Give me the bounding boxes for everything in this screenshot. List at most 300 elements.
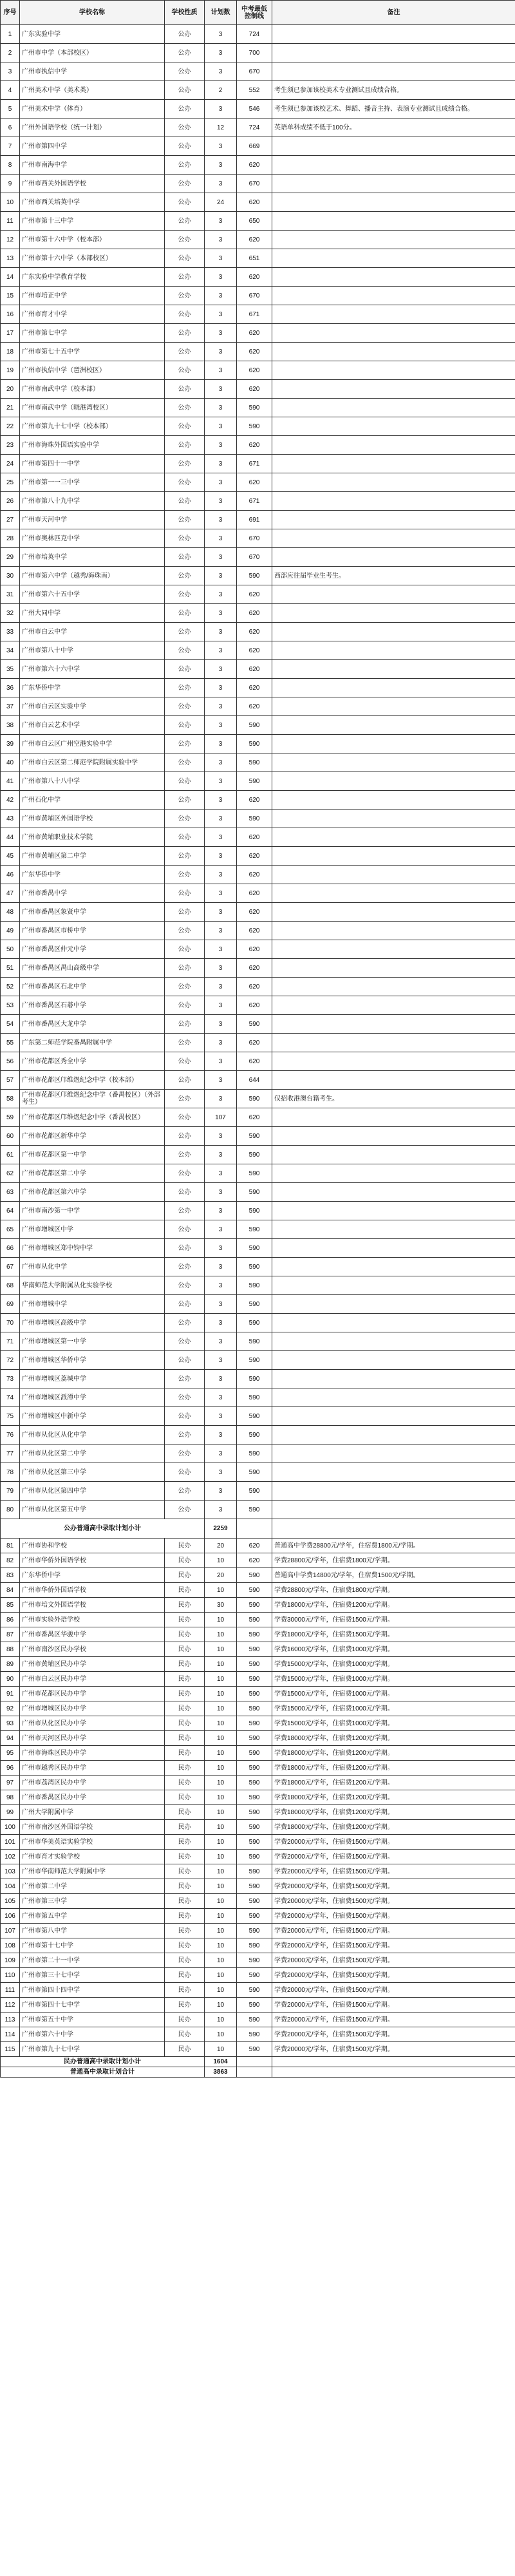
cell-remarks: 学费28800元/学年，住宿费1800元/学期。 <box>272 1553 515 1568</box>
cell-plan-count: 3 <box>205 305 237 324</box>
table-row <box>1 1220 515 1239</box>
table-row <box>1 2042 515 2057</box>
cell-plan-count: 3 <box>205 137 237 156</box>
cell-serial: 14 <box>1 268 20 287</box>
cell-school-type: 公办 <box>165 641 205 660</box>
cell-serial: 1 <box>1 25 20 44</box>
subtotal-private-label: 民办普通高中录取计划小计 <box>1 2057 205 2067</box>
cell-plan-count: 10 <box>205 1909 237 1924</box>
cell-min-score: 590 <box>237 1314 272 1332</box>
cell-school-type: 民办 <box>165 1598 205 1613</box>
cell-remarks <box>272 623 515 641</box>
cell-school-name: 广州市增城区郑中钧中学 <box>20 1239 165 1258</box>
cell-plan-count: 10 <box>205 1642 237 1657</box>
table-row <box>1 231 515 249</box>
table-row <box>1 1015 515 1034</box>
cell-school-name: 广州美术中学（体育） <box>20 100 165 118</box>
cell-school-type: 公办 <box>165 1071 205 1090</box>
cell-school-name: 广州市西关外国语学校 <box>20 175 165 193</box>
cell-school-type: 公办 <box>165 567 205 585</box>
subtotal-row-public <box>1 1519 515 1539</box>
cell-school-type: 公办 <box>165 585 205 604</box>
cell-serial: 106 <box>1 1909 20 1924</box>
cell-min-score: 620 <box>237 1539 272 1553</box>
cell-remarks <box>272 1202 515 1220</box>
cell-school-type: 公办 <box>165 81 205 100</box>
cell-school-name: 广州市第八十中学 <box>20 641 165 660</box>
cell-min-score: 590 <box>237 1501 272 1519</box>
cell-remarks: 学费20000元/学年，住宿费1500元/学期。 <box>272 2042 515 2057</box>
cell-plan-count: 3 <box>205 903 237 922</box>
cell-min-score: 590 <box>237 1332 272 1351</box>
table-row <box>1 343 515 361</box>
cell-school-type: 民办 <box>165 2012 205 2027</box>
cell-remarks: 英语单科成绩不低于100分。 <box>272 118 515 137</box>
cell-remarks: 学费20000元/学年，住宿费1500元/学期。 <box>272 1968 515 1983</box>
cell-remarks: 学费28800元/学年，住宿费1800元/学期。 <box>272 1583 515 1598</box>
cell-remarks <box>272 380 515 399</box>
cell-serial: 11 <box>1 212 20 231</box>
cell-min-score: 590 <box>237 1642 272 1657</box>
subtotal-row-private <box>1 2057 515 2067</box>
table-row <box>1 1568 515 1583</box>
cell-remarks: 学费18000元/学年，住宿费1200元/学期。 <box>272 1805 515 1820</box>
cell-serial: 47 <box>1 884 20 903</box>
cell-min-score: 670 <box>237 529 272 548</box>
cell-school-name: 广州市花都区秀全中学 <box>20 1052 165 1071</box>
cell-min-score: 620 <box>237 884 272 903</box>
cell-school-name: 广州市第九十七中学（校本部） <box>20 417 165 436</box>
cell-serial: 96 <box>1 1761 20 1776</box>
cell-min-score: 590 <box>237 1938 272 1953</box>
cell-school-type: 民办 <box>165 1820 205 1835</box>
cell-serial: 53 <box>1 996 20 1015</box>
cell-min-score: 590 <box>237 1351 272 1370</box>
cell-remarks <box>272 978 515 996</box>
cell-serial: 34 <box>1 641 20 660</box>
cell-min-score: 620 <box>237 847 272 866</box>
cell-remarks: 学费15000元/学年，住宿费1000元/学期。 <box>272 1657 515 1672</box>
cell-min-score: 724 <box>237 25 272 44</box>
cell-plan-count: 3 <box>205 268 237 287</box>
cell-min-score: 620 <box>237 343 272 361</box>
cell-remarks <box>272 903 515 922</box>
cell-school-name: 广州市花都区民办中学 <box>20 1687 165 1701</box>
cell-serial: 70 <box>1 1314 20 1332</box>
table-row <box>1 1239 515 1258</box>
cell-school-name: 广州市南海中学 <box>20 156 165 175</box>
cell-remarks <box>272 62 515 81</box>
cell-school-type: 公办 <box>165 1426 205 1444</box>
table-row <box>1 1314 515 1332</box>
cell-min-score: 590 <box>237 1909 272 1924</box>
cell-plan-count: 3 <box>205 287 237 305</box>
cell-school-name: 广州市第十七中学 <box>20 1938 165 1953</box>
cell-school-type: 公办 <box>165 1444 205 1463</box>
cell-school-type: 民办 <box>165 1998 205 2012</box>
cell-school-name: 广州市第七中学 <box>20 324 165 343</box>
cell-plan-count: 3 <box>205 922 237 940</box>
cell-school-name: 广州市花都区邝维煜纪念中学（番禺校区）（外部考生） <box>20 1090 165 1108</box>
cell-remarks: 学费18000元/学年，住宿费1200元/学期。 <box>272 1598 515 1613</box>
cell-school-name: 广州市华侨外国语学校 <box>20 1553 165 1568</box>
cell-school-type: 公办 <box>165 492 205 511</box>
table-row <box>1 1276 515 1295</box>
cell-plan-count: 3 <box>205 436 237 455</box>
cell-school-type: 公办 <box>165 1463 205 1482</box>
cell-school-name: 广州市从化区第五中学 <box>20 1501 165 1519</box>
table-row <box>1 1539 515 1553</box>
cell-plan-count: 3 <box>205 1276 237 1295</box>
cell-plan-count: 3 <box>205 473 237 492</box>
table-row <box>1 1820 515 1835</box>
cell-school-name: 广州市花都区新华中学 <box>20 1127 165 1146</box>
cell-min-score: 590 <box>237 1276 272 1295</box>
cell-school-name: 广州市天河区民办中学 <box>20 1731 165 1746</box>
cell-school-type: 公办 <box>165 660 205 679</box>
cell-serial: 112 <box>1 1998 20 2012</box>
cell-serial: 91 <box>1 1687 20 1701</box>
cell-remarks <box>272 492 515 511</box>
cell-remarks <box>272 1034 515 1052</box>
table-row <box>1 1071 515 1090</box>
cell-min-score: 590 <box>237 1202 272 1220</box>
cell-plan-count: 20 <box>205 1539 237 1553</box>
cell-school-name: 广州市海珠区民办中学 <box>20 1746 165 1761</box>
cell-remarks <box>272 1444 515 1463</box>
cell-min-score: 620 <box>237 828 272 847</box>
cell-serial: 101 <box>1 1835 20 1850</box>
cell-school-name: 广州市白云区实验中学 <box>20 697 165 716</box>
cell-school-type: 公办 <box>165 940 205 959</box>
cell-remarks <box>272 1276 515 1295</box>
cell-school-type: 民办 <box>165 1642 205 1657</box>
cell-school-type: 民办 <box>165 1539 205 1553</box>
cell-min-score: 620 <box>237 1052 272 1071</box>
cell-remarks <box>272 417 515 436</box>
cell-school-type: 民办 <box>165 1657 205 1672</box>
cell-school-name: 广东华侨中学 <box>20 679 165 697</box>
cell-serial: 50 <box>1 940 20 959</box>
cell-min-score: 620 <box>237 1034 272 1052</box>
cell-serial: 89 <box>1 1657 20 1672</box>
cell-plan-count: 3 <box>205 1183 237 1202</box>
cell-school-type: 民办 <box>165 1864 205 1879</box>
cell-min-score: 590 <box>237 1183 272 1202</box>
cell-school-name: 广州市海珠外国语实验中学 <box>20 436 165 455</box>
cell-plan-count: 10 <box>205 1716 237 1731</box>
cell-plan-count: 10 <box>205 1672 237 1687</box>
cell-plan-count: 3 <box>205 716 237 735</box>
cell-plan-count: 3 <box>205 492 237 511</box>
cell-serial: 4 <box>1 81 20 100</box>
cell-remarks <box>272 548 515 567</box>
cell-plan-count: 3 <box>205 156 237 175</box>
cell-plan-count: 10 <box>205 1938 237 1953</box>
cell-remarks: 学费30000元/学年，住宿费1500元/学期。 <box>272 1613 515 1627</box>
cell-school-type: 民办 <box>165 1687 205 1701</box>
cell-plan-count: 3 <box>205 249 237 268</box>
cell-school-type: 民办 <box>165 1568 205 1583</box>
cell-plan-count: 24 <box>205 193 237 212</box>
cell-school-name: 广州市第三十七中学 <box>20 1968 165 1983</box>
cell-school-name: 广州市第四十四中学 <box>20 1983 165 1998</box>
cell-min-score: 590 <box>237 1968 272 1983</box>
cell-serial: 79 <box>1 1482 20 1501</box>
cell-serial: 93 <box>1 1716 20 1731</box>
cell-serial: 111 <box>1 1983 20 1998</box>
cell-serial: 83 <box>1 1568 20 1583</box>
cell-school-name: 广州市增城区中新中学 <box>20 1407 165 1426</box>
cell-min-score: 552 <box>237 81 272 100</box>
cell-serial: 42 <box>1 791 20 810</box>
cell-remarks <box>272 1332 515 1351</box>
table-row <box>1 44 515 62</box>
cell-school-type: 公办 <box>165 548 205 567</box>
cell-serial: 41 <box>1 772 20 791</box>
cell-school-name: 广州市白云艺术中学 <box>20 716 165 735</box>
public-schools-body <box>1 25 515 1519</box>
table-row <box>1 753 515 772</box>
cell-school-name: 广东第二师范学院番禺附属中学 <box>20 1034 165 1052</box>
cell-school-type: 公办 <box>165 1034 205 1052</box>
table-row <box>1 1746 515 1761</box>
cell-min-score: 590 <box>237 1864 272 1879</box>
cell-min-score: 590 <box>237 1239 272 1258</box>
cell-school-name: 广州市番禺区石北中学 <box>20 978 165 996</box>
cell-serial: 81 <box>1 1539 20 1553</box>
cell-school-name: 广东实验中学教育学校 <box>20 268 165 287</box>
table-row <box>1 1407 515 1426</box>
cell-remarks: 学费18000元/学年，住宿费1200元/学期。 <box>272 1820 515 1835</box>
cell-serial: 60 <box>1 1127 20 1146</box>
cell-school-type: 公办 <box>165 399 205 417</box>
cell-min-score: 620 <box>237 623 272 641</box>
cell-min-score: 590 <box>237 810 272 828</box>
table-row <box>1 866 515 884</box>
cell-school-type: 民办 <box>165 1761 205 1776</box>
cell-school-type: 公办 <box>165 436 205 455</box>
cell-school-name: 广州市番禺中学 <box>20 884 165 903</box>
table-row <box>1 791 515 810</box>
cell-serial: 61 <box>1 1146 20 1164</box>
cell-remarks: 学费20000元/学年，住宿费1500元/学期。 <box>272 1864 515 1879</box>
cell-serial: 66 <box>1 1239 20 1258</box>
cell-school-type: 公办 <box>165 343 205 361</box>
total-empty-2 <box>272 2067 515 2078</box>
cell-school-name: 广州市奥林匹克中学 <box>20 529 165 548</box>
cell-remarks <box>272 660 515 679</box>
cell-serial: 16 <box>1 305 20 324</box>
cell-serial: 37 <box>1 697 20 716</box>
cell-min-score: 590 <box>237 1657 272 1672</box>
cell-school-type: 民办 <box>165 1835 205 1850</box>
cell-school-type: 公办 <box>165 772 205 791</box>
cell-min-score: 620 <box>237 660 272 679</box>
cell-serial: 98 <box>1 1790 20 1805</box>
cell-school-type: 公办 <box>165 903 205 922</box>
cell-min-score: 590 <box>237 1127 272 1146</box>
cell-remarks: 学费20000元/学年，住宿费1500元/学期。 <box>272 1983 515 1998</box>
cell-min-score: 590 <box>237 1090 272 1108</box>
table-row <box>1 1924 515 1938</box>
cell-school-name: 广州市南武中学（晓港湾校区） <box>20 399 165 417</box>
header-remarks: 备注 <box>272 1 515 25</box>
cell-serial: 115 <box>1 2042 20 2057</box>
cell-serial: 26 <box>1 492 20 511</box>
cell-school-name: 广州市第四十七中学 <box>20 1998 165 2012</box>
cell-remarks <box>272 473 515 492</box>
cell-school-name: 广州美术中学（美术类） <box>20 81 165 100</box>
cell-school-type: 民办 <box>165 1953 205 1968</box>
cell-serial: 67 <box>1 1258 20 1276</box>
cell-school-type: 公办 <box>165 1314 205 1332</box>
table-row <box>1 1183 515 1202</box>
table-row <box>1 1146 515 1164</box>
table-row <box>1 62 515 81</box>
cell-plan-count: 10 <box>205 1627 237 1642</box>
table-row <box>1 324 515 343</box>
cell-min-score: 546 <box>237 100 272 118</box>
table-row <box>1 1108 515 1127</box>
cell-min-score: 590 <box>237 1731 272 1746</box>
cell-plan-count: 3 <box>205 1351 237 1370</box>
cell-school-name: 广州市黄埔区民办中学 <box>20 1657 165 1672</box>
cell-min-score: 670 <box>237 175 272 193</box>
cell-remarks <box>272 996 515 1015</box>
cell-school-type: 公办 <box>165 175 205 193</box>
cell-min-score: 691 <box>237 511 272 529</box>
cell-plan-count: 10 <box>205 1998 237 2012</box>
cell-school-type: 公办 <box>165 996 205 1015</box>
cell-plan-count: 3 <box>205 1501 237 1519</box>
cell-min-score: 590 <box>237 1746 272 1761</box>
cell-serial: 100 <box>1 1820 20 1835</box>
subtotal-private-empty-2 <box>272 2057 515 2067</box>
cell-school-name: 广州市第六十五中学 <box>20 585 165 604</box>
cell-remarks: 学费20000元/学年，住宿费1500元/学期。 <box>272 1850 515 1864</box>
cell-remarks <box>272 810 515 828</box>
cell-plan-count: 3 <box>205 1015 237 1034</box>
table-row <box>1 305 515 324</box>
cell-school-type: 民办 <box>165 1968 205 1983</box>
cell-serial: 69 <box>1 1295 20 1314</box>
cell-school-name: 广州市从化区第四中学 <box>20 1482 165 1501</box>
cell-school-name: 广州市第十六中学（校本部） <box>20 231 165 249</box>
cell-plan-count: 10 <box>205 1968 237 1983</box>
cell-serial: 75 <box>1 1407 20 1426</box>
cell-serial: 71 <box>1 1332 20 1351</box>
table-row <box>1 847 515 866</box>
cell-min-score: 671 <box>237 455 272 473</box>
cell-school-type: 民办 <box>165 1776 205 1790</box>
cell-plan-count: 3 <box>205 1164 237 1183</box>
table-row <box>1 1909 515 1924</box>
cell-school-name: 广州市天河中学 <box>20 511 165 529</box>
cell-remarks: 学费20000元/学年，住宿费1500元/学期。 <box>272 1894 515 1909</box>
cell-school-type: 公办 <box>165 1164 205 1183</box>
cell-serial: 35 <box>1 660 20 679</box>
table-row <box>1 959 515 978</box>
cell-school-type: 公办 <box>165 156 205 175</box>
table-row <box>1 156 515 175</box>
table-row <box>1 399 515 417</box>
cell-school-type: 公办 <box>165 287 205 305</box>
cell-min-score: 620 <box>237 156 272 175</box>
cell-remarks: 学费15000元/学年，住宿费1000元/学期。 <box>272 1716 515 1731</box>
cell-school-type: 民办 <box>165 1613 205 1627</box>
cell-serial: 63 <box>1 1183 20 1202</box>
cell-serial: 62 <box>1 1164 20 1183</box>
cell-remarks <box>272 511 515 529</box>
cell-remarks: 学费20000元/学年，住宿费1500元/学期。 <box>272 1998 515 2012</box>
cell-min-score: 590 <box>237 1583 272 1598</box>
cell-school-type: 公办 <box>165 1108 205 1127</box>
table-row <box>1 1657 515 1672</box>
cell-min-score: 590 <box>237 772 272 791</box>
cell-school-name: 广州市育才实验学校 <box>20 1850 165 1864</box>
cell-school-type: 民办 <box>165 1746 205 1761</box>
cell-serial: 86 <box>1 1613 20 1627</box>
cell-plan-count: 3 <box>205 212 237 231</box>
cell-remarks: 学费18000元/学年，住宿费1200元/学期。 <box>272 1746 515 1761</box>
cell-plan-count: 3 <box>205 866 237 884</box>
cell-plan-count: 3 <box>205 1482 237 1501</box>
cell-min-score: 670 <box>237 548 272 567</box>
cell-serial: 74 <box>1 1388 20 1407</box>
cell-school-type: 公办 <box>165 249 205 268</box>
cell-school-type: 公办 <box>165 473 205 492</box>
cell-school-name: 广州市第七十五中学 <box>20 343 165 361</box>
cell-school-type: 公办 <box>165 959 205 978</box>
cell-plan-count: 10 <box>205 1731 237 1746</box>
cell-serial: 105 <box>1 1894 20 1909</box>
cell-serial: 65 <box>1 1220 20 1239</box>
table-row <box>1 1332 515 1351</box>
cell-school-name: 广州市育才中学 <box>20 305 165 324</box>
cell-school-type: 民办 <box>165 1790 205 1805</box>
cell-remarks: 考生须已参加该校美术专业测试且成绩合格。 <box>272 81 515 100</box>
cell-min-score: 620 <box>237 380 272 399</box>
cell-min-score: 590 <box>237 1146 272 1164</box>
cell-min-score: 590 <box>237 1627 272 1642</box>
cell-plan-count: 10 <box>205 1879 237 1894</box>
table-row <box>1 1850 515 1864</box>
cell-serial: 94 <box>1 1731 20 1746</box>
cell-school-type: 公办 <box>165 1183 205 1202</box>
cell-min-score: 620 <box>237 231 272 249</box>
cell-serial: 107 <box>1 1924 20 1938</box>
cell-plan-count: 3 <box>205 1332 237 1351</box>
cell-school-type: 公办 <box>165 305 205 324</box>
cell-plan-count: 3 <box>205 399 237 417</box>
cell-school-type: 公办 <box>165 268 205 287</box>
cell-plan-count: 10 <box>205 1850 237 1864</box>
cell-school-name: 广州市增城区民办中学 <box>20 1701 165 1716</box>
cell-serial: 18 <box>1 343 20 361</box>
cell-plan-count: 3 <box>205 959 237 978</box>
cell-school-name: 广州市第六十六中学 <box>20 660 165 679</box>
cell-plan-count: 3 <box>205 847 237 866</box>
cell-school-type: 公办 <box>165 1370 205 1388</box>
table-row <box>1 1482 515 1501</box>
cell-school-type: 公办 <box>165 978 205 996</box>
table-row <box>1 567 515 585</box>
cell-school-name: 广州市黄埔职业技术学院 <box>20 828 165 847</box>
cell-remarks <box>272 1052 515 1071</box>
cell-min-score: 590 <box>237 1426 272 1444</box>
cell-school-type: 公办 <box>165 324 205 343</box>
